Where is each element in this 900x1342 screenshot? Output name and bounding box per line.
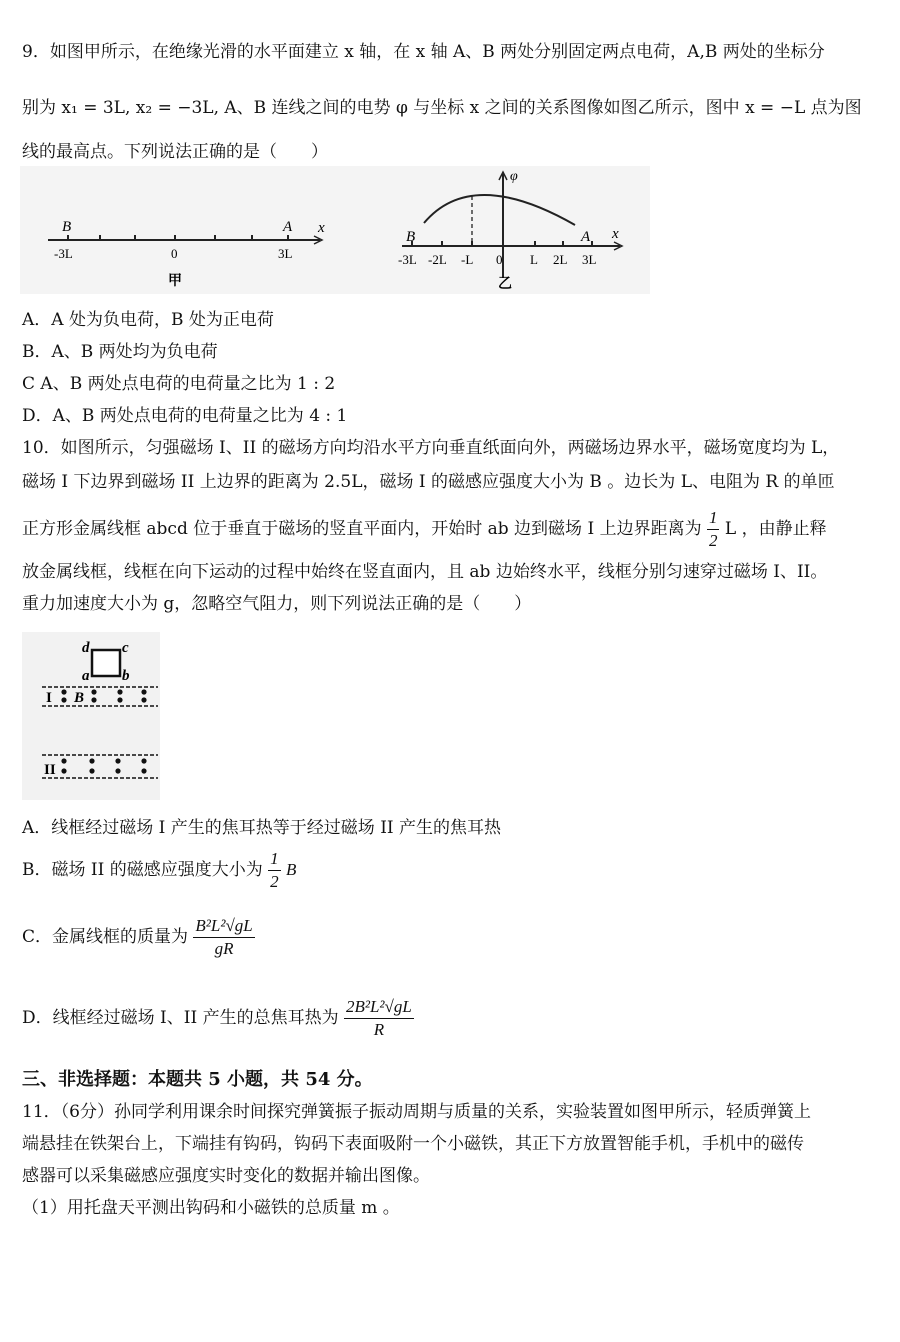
jia-tick-0: 0 [171,246,178,261]
q10-half-fraction [707,507,720,552]
q10-stem-line3 [22,505,876,553]
q10-option-b-denominator: 2 [270,872,279,891]
q9-figure [20,166,650,294]
q10-option-c-pre: C．金属线框的质量为 [22,927,189,947]
q10-option-c-fraction [193,915,254,960]
yi-caption: 乙 [498,277,512,292]
q9-stem-line1: 9．如图甲所示，在绝缘光滑的水平面建立 x 轴，在 x 轴 A、B 两处分别固定两点电荷，A,B 两处的坐标分 [22,42,825,62]
q11-part-1: （1）用托盘天平测出钩码和小磁铁的总质量 m 。 [22,1198,400,1218]
yi-tick-minus2l: -2L [428,252,447,267]
q10-fraction-denominator: 2 [708,531,718,550]
yi-label-a: A [581,229,591,245]
yi-tick-0: 0 [496,252,503,267]
q10-figure [22,632,160,800]
q10-option-d-pre: D．线框经过磁场 I、II 产生的总焦耳热为 [22,1008,339,1028]
jia-axis-x: x [318,220,325,236]
q11-stem-line1: 11．（6分）孙同学利用课余时间探究弹簧振子振动周期与质量的关系，实验装置如图甲所示，轻质弹簧上 [22,1102,811,1122]
q9-stem-line3: 线的最高点。下列说法正确的是（ ） [22,142,328,162]
q10-option-b-fraction [268,848,281,893]
q10-option-b [22,846,876,894]
yi-label-b: B [406,229,416,245]
jia-tick-3l: 3L [278,246,293,261]
q10-stem-line5: 重力加速度大小为 g，忽略空气阻力，则下列说法正确的是（ ） [22,594,532,614]
corner-d: d [82,640,90,656]
q11-stem-line2: 端悬挂在铁架台上，下端挂有钩码，钩码下表面吸附一个小磁铁，其正下方放置智能手机，手机中的磁传 [22,1134,804,1154]
q9-stem-line2: 别为 x₁ = 3L, x₂ = −3L, A、B 连线之间的电势 φ 与坐标 x 之间的关系图像如图乙所示，图中 x = −L 点为图 [22,98,862,118]
q10-stem-line2: 磁场 I 下边界到磁场 II 上边界的距离为 2.5L，磁场 I 的磁感应强度大小为 B 。边长为 L、电阻为 R 的单匝 [22,472,835,492]
q10-option-c [22,913,876,961]
q10-stem-line4: 放金属线框，线框在向下运动的过程中始终在竖直面内，且 ab 边始终水平，线框分别匀速穿过磁场 I、II。 [22,562,828,582]
yi-tick-minus3l: -3L [398,252,417,267]
yi-tick-minus-l: -L [461,252,474,267]
q10-option-d-fraction [344,996,414,1041]
q10-option-a: A．线框经过磁场 I 产生的焦耳热等于经过磁场 II 产生的焦耳热 [22,818,502,838]
q10-option-d-denominator: R [373,1020,385,1039]
yi-tick-l: L [530,252,538,267]
q10-option-c-numerator: B²L²√gL [193,915,254,938]
q10-option-d-numerator: 2B²L²√gL [344,996,414,1019]
q9-option-d: D．A、B 两处点电荷的电荷量之比为 4 : 1 [22,406,348,426]
square-wire-frame [92,650,120,676]
yi-axis-phi: φ [510,169,518,184]
field-i-label: I [46,690,52,706]
corner-c: c [122,640,129,656]
q10-fraction-numerator: 1 [707,507,720,530]
q10-option-d [22,994,876,1042]
jia-tick-minus3l: -3L [54,246,73,261]
yi-tick-3l: 3L [582,252,597,267]
q10-line3-post: L ，由静止释 [724,519,827,539]
q10-option-b-numerator: 1 [268,848,281,871]
corner-a: a [82,668,90,684]
section-3-heading: 三、非选择题：本题共 5 小题，共 54 分。 [22,1069,373,1090]
q9-option-b: B．A、B 两处均为负电荷 [22,342,218,362]
jia-label-a: A [283,219,293,235]
q11-stem-line3: 感器可以采集磁感应强度实时变化的数据并输出图像。 [22,1166,430,1186]
corner-b: b [122,668,130,684]
q10-option-b-post: B [286,860,297,879]
jia-caption: 甲 [168,274,182,289]
jia-label-b: B [62,219,72,235]
q10-line3-pre: 正方形金属线框 abcd 位于垂直于磁场的竖直平面内，开始时 ab 边到磁场 I 上边界距离为 [22,519,702,539]
q9-option-c: C A、B 两处点电荷的电荷量之比为 1 : 2 [22,374,336,394]
q10-stem-line1: 10．如图所示，匀强磁场 I、II 的磁场方向均沿水平方向垂直纸面向外，两磁场边界水平，磁场宽度均为 L， [22,438,840,458]
field-ii-label: II [44,762,56,778]
yi-tick-2l: 2L [553,252,568,267]
q9-option-a: A．A 处为负电荷，B 处为正电荷 [22,310,274,330]
field-i-b-label: B [74,690,85,706]
yi-axis-x: x [612,226,619,242]
q10-option-b-pre: B．磁场 II 的磁感应强度大小为 [22,860,263,880]
q10-option-c-denominator: gR [214,939,234,958]
